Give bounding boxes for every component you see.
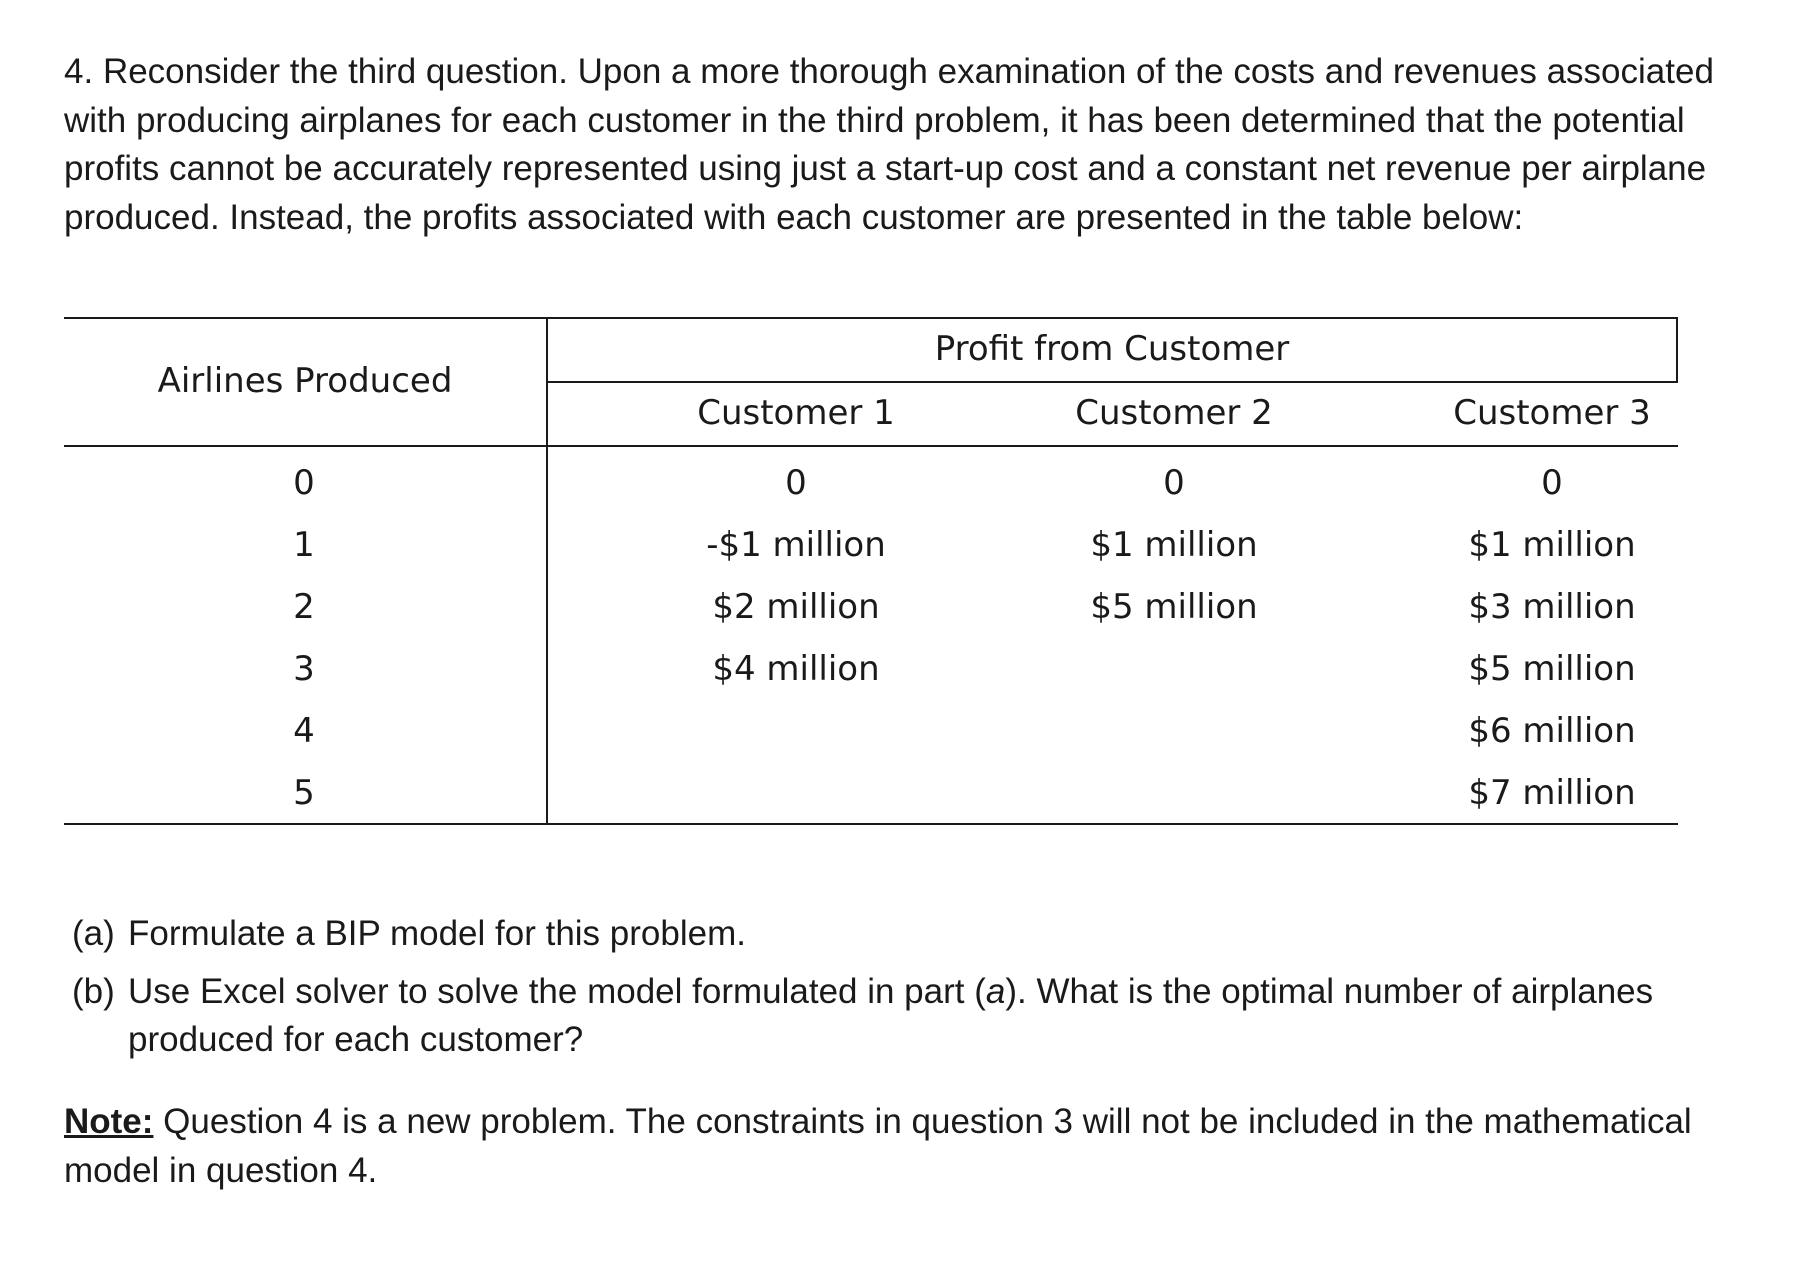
question-text (64, 48, 1764, 242)
c1-row-2: $2 million (712, 587, 880, 627)
part-b-text-before: Use Excel solver to solve the model formulated in part ( (128, 972, 986, 1011)
produced-2: 2 (293, 587, 315, 627)
c1-row-1: -$1 million (706, 525, 886, 565)
produced-0: 0 (293, 463, 315, 503)
question-parts (72, 910, 1772, 1074)
c2-row-0: 0 (1163, 463, 1185, 503)
note-label: Note: (64, 1102, 154, 1141)
c3-row-5: $7 million (1468, 773, 1636, 813)
column-header-customer-2: Customer 2 (1075, 393, 1273, 433)
table-top-rule (64, 317, 1678, 319)
c3-row-2: $3 million (1468, 587, 1636, 627)
part-b (72, 968, 1772, 1064)
part-b-marker: (b) (72, 972, 115, 1011)
produced-1: 1 (293, 525, 315, 565)
column-header-customer-1: Customer 1 (697, 393, 895, 433)
part-a (72, 910, 1772, 958)
note (64, 1098, 1774, 1195)
group-header-underline (546, 381, 1678, 383)
question-body: Reconsider the third question. Upon a more thorough examination of the costs and revenues associated with producing airplanes for each customer in the third problem, it has been determined that the potential profits cannot be accurately represented using just a start-up cost and a constant net revenue per airplane produced. Instead, the profits associated with each customer are presented in the table below: (64, 52, 1714, 237)
row-header-airlines-produced: Airlines Produced (157, 361, 453, 401)
question-number: 4. (64, 52, 94, 91)
column-header-customer-3: Customer 3 (1453, 393, 1651, 433)
part-b-italic: a (985, 972, 1006, 1011)
part-b-text-after: ). What is the optimal number of airplanes produced for each customer? (128, 972, 1654, 1059)
column-divider (546, 317, 548, 825)
c1-row-3: $4 million (712, 649, 880, 689)
profit-table (64, 317, 1678, 825)
table-bottom-rule (64, 823, 1678, 825)
c3-row-4: $6 million (1468, 711, 1636, 751)
part-a-marker: (a) (72, 914, 115, 953)
c3-row-1: $1 million (1468, 525, 1636, 565)
note-text: Question 4 is a new problem. The constraints in question 3 will not be included in the mathematical model in question 4. (64, 1102, 1692, 1190)
produced-5: 5 (293, 773, 315, 813)
group-header-profit: Profit from Customer (934, 329, 1290, 369)
c3-row-3: $5 million (1468, 649, 1636, 689)
c2-row-1: $1 million (1090, 525, 1258, 565)
produced-4: 4 (293, 711, 315, 751)
c1-row-0: 0 (785, 463, 807, 503)
produced-3: 3 (293, 649, 315, 689)
part-a-text: Formulate a BIP model for this problem. (128, 914, 746, 953)
header-bottom-rule (64, 445, 1678, 447)
c3-row-0: 0 (1541, 463, 1563, 503)
c2-row-2: $5 million (1090, 587, 1258, 627)
